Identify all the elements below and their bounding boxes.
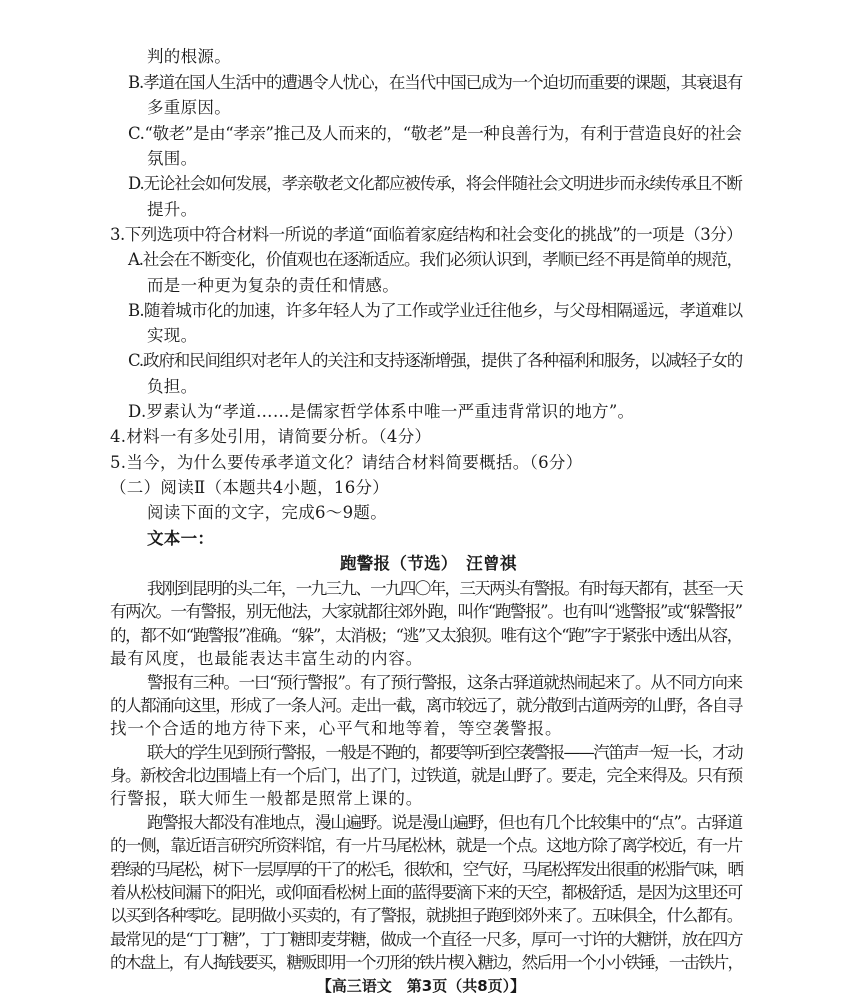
- page-footer: 【高三语文 第3页（共8页）】: [316, 977, 526, 995]
- paragraph-line: 最常见的是“丁丁糖”，丁丁糖即麦芽糖，做成一个直径一尺多，厚可一寸许的大糖饼，放在四方: [110, 930, 743, 949]
- paragraph-line: 身。新校舍北边围墙上有一个后门，出了门，过铁道，就是山野了。要走，完全来得及。只有预: [110, 766, 742, 785]
- option-b: B.孝道在国人生活中的遭遇令人忧心，在当代中国已成为一个迫切而重要的课题，其衰退有: [128, 73, 743, 92]
- paragraph-line: 我刚到昆明的头二年，一九三九、一九四〇年，三天两头有警报。有时每天都有，甚至一天: [147, 579, 742, 598]
- question-5: 5.当今，为什么要传承孝道文化？请结合材料简要概括。（6分）: [110, 453, 583, 472]
- option-d: D.罗素认为“孝道……是儒家哲学体系中唯一严重违背常识的地方”。: [128, 402, 635, 421]
- instruction: 阅读下面的文字，完成6～9题。: [147, 503, 387, 522]
- text-line: 多重原因。: [147, 98, 231, 117]
- paragraph-line: 警报有三种。一曰“预行警报”。有了预行警报，这条古驿道就热闹起来了。从不同方向来: [147, 673, 742, 692]
- paragraph-line: 的一侧，靠近语言研究所资料馆，有一片马尾松林，就是一个点。这地方除了离学校近，有一片: [110, 836, 742, 855]
- paragraph-line: 跑警报大都没有准地点，漫山遍野。说是漫山遍野，但也有几个比较集中的“点”。古驿道: [147, 813, 742, 832]
- paragraph-line: 最有风度，也最能表达丰富生动的内容。: [110, 649, 424, 668]
- text-line: 实现。: [147, 326, 198, 345]
- option-d: D.无论社会如何发展，孝亲敬老文化都应被传承，将会伴随社会文明进步而永续传承且不断: [128, 174, 742, 193]
- article-title: 跑警报（节选） 汪曾祺: [340, 554, 517, 573]
- paragraph-line: 的木盘上，有人掏钱要买，糖贩即用一个刃形的铁片楔入糖边，然后用一个小小铁锤，一击铁片，: [110, 953, 743, 972]
- text-line: 氛围。: [147, 149, 198, 168]
- paragraph-line: 行警报，联大师生一般都是照常上课的。: [110, 789, 424, 808]
- option-a: A.社会在不断变化，价值观也在逐渐适应。我们必须认识到，孝顺已经不再是简单的规范，: [128, 250, 742, 269]
- text-line: 而是一种更为复杂的责任和情感。: [147, 276, 399, 295]
- paragraph-line: 联大的学生见到预行警报，一般是不跑的，都要等听到空袭警报——汽笛声一短一长，才动: [147, 743, 742, 762]
- paragraph-line: 碧绿的马尾松，树下一层厚厚的干了的松毛，很软和，空气好，马尾松挥发出很重的松脂气味，晒: [110, 860, 743, 879]
- paragraph-line: 着从松枝间漏下的阳光，或仰面看松树上面的蓝得要滴下来的天空，都极舒适，是因为这里还可: [110, 883, 742, 902]
- paragraph-line: 的，都不如“跑警报”准确。“躲”，太消极；“逃”又太狼狈。唯有这个“跑”字于紧张中透出从容，: [110, 626, 742, 645]
- paragraph-line: 有两次。一有警报，别无他法，大家就都往郊外跑，叫作“跑警报”。也有叫“逃警报”或“躲警报”: [110, 602, 742, 621]
- option-c: C.“敬老”是由“孝亲”推己及人而来的，“敬老”是一种良善行为，有利于营造良好的社会: [128, 124, 742, 143]
- paragraph-line: 以买到各种零吃。昆明做小买卖的，有了警报，就挑担子跑到郊外来了。五味俱全，什么都有。: [110, 906, 742, 925]
- text-line: 负担。: [147, 377, 198, 396]
- option-b: B.随着城市化的加速，许多年轻人为了工作或学业迁往他乡，与父母相隔遥远，孝道难以: [128, 301, 743, 320]
- question-4: 4.材料一有多处引用，请简要分析。（4分）: [110, 427, 432, 446]
- section-heading: （二）阅读Ⅱ（本题共4小题，16分）: [110, 478, 390, 497]
- text-line: 判的根源。: [147, 47, 231, 66]
- option-c: C.政府和民间组织对老年人的关注和支持逐渐增强，提供了各种福利和服务，以减轻子女的: [128, 351, 743, 370]
- text-line: 提升。: [147, 200, 198, 219]
- question-3: 3.下列选项中符合材料一所说的孝道“面临着家庭结构和社会变化的挑战”的一项是（3分）: [110, 225, 743, 244]
- paragraph-line: 找一个合适的地方待下来，心平气和地等着，等空袭警报。: [110, 719, 563, 738]
- paragraph-line: 的人都涌向这里，形成了一条人河。走出一截，离市较远了，就分散到古道两旁的山野，各自寻: [110, 696, 742, 715]
- text-label: 文本一：: [147, 529, 215, 548]
